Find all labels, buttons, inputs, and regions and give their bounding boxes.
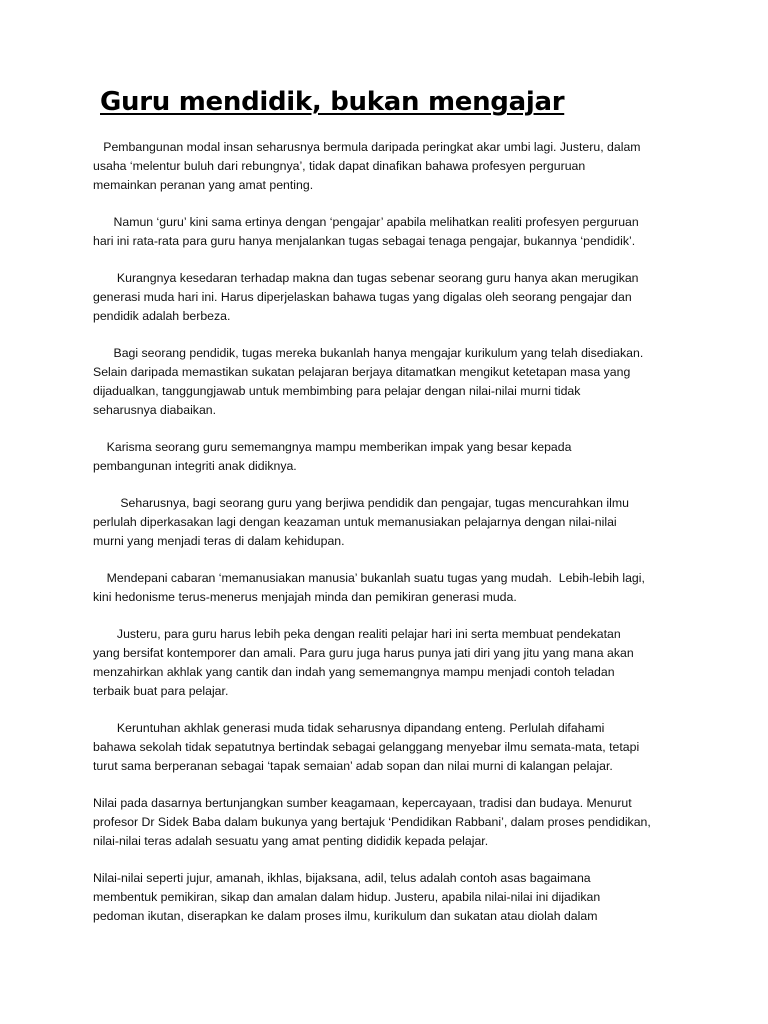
paragraph-line: Selain daripada memastikan sukatan pelajaran berjaya ditamatkan mengikut ketetapan masa yang [93,365,631,379]
paragraph-line: Justeru, para guru harus lebih peka dengan realiti pelajar hari ini serta membuat pendekatan [93,627,621,641]
paragraph-line: Karisma seorang guru sememangnya mampu memberikan impak yang besar kepada [93,440,572,454]
paragraph-line: seharusnya diabaikan. [93,403,217,417]
paragraph-line: Nilai-nilai seperti jujur, amanah, ikhlas, bijaksana, adil, telus adalah contoh asas bagaimana [93,871,591,885]
paragraph-line: turut sama berperanan sebagai ‘tapak semaian’ adab sopan dan nilai murni di kalangan pelajar. [93,759,613,773]
paragraph-line: Namun ‘guru’ kini sama ertinya dengan ‘pengajar’ apabila melihatkan realiti profesyen perguruan [93,215,639,229]
paragraph [93,213,693,251]
paragraph-line: Seharusnya, bagi seorang guru yang berjiwa pendidik dan pengajar, tugas mencurahkan ilmu [93,496,629,510]
paragraph-line: membentuk pemikiran, sikap dan amalan dalam hidup. Justeru, apabila nilai-nilai ini dijadikan [93,890,601,904]
paragraph [93,438,693,476]
paragraph-line: nilai-nilai teras adalah sesuatu yang amat penting dididik kepada pelajar. [93,834,489,848]
paragraph-line: hari ini rata-rata para guru hanya menjalankan tugas sebagai tenaga pengajar, bukannya ‘pendidik’. [93,234,636,248]
paragraph-line: bahawa sekolah tidak sepatutnya bertindak sebagai gelanggang menyebar ilmu semata-mata, tetapi [93,740,640,754]
paragraph-line: pembangunan integriti anak didiknya. [93,459,297,473]
paragraph [93,869,693,926]
paragraph [93,794,693,851]
paragraph-line: murni yang menjadi teras di dalam kehidupan. [93,534,345,548]
paragraph [93,625,693,701]
paragraph-line: Bagi seorang pendidik, tugas mereka bukanlah hanya mengajar kurikulum yang telah disediakan. [93,346,644,360]
paragraph [93,138,693,195]
paragraph-line: kini hedonisme terus-menerus menjajah minda dan pemikiran generasi muda. [93,590,517,604]
paragraph [93,569,693,607]
paragraph [93,344,693,420]
document-body [93,138,693,944]
paragraph-line: dijadualkan, tanggungjawab untuk membimbing para pelajar dengan nilai-nilai murni tidak [93,384,581,398]
paragraph [93,494,693,551]
paragraph-line: terbaik buat para pelajar. [93,684,229,698]
paragraph-line: Keruntuhan akhlak generasi muda tidak seharusnya dipandang enteng. Perlulah difahami [93,721,605,735]
paragraph-line: Mendepani cabaran ‘memanusiakan manusia’ bukanlah suatu tugas yang mudah. Lebih-lebih lagi, [93,571,645,585]
paragraph-line: Pembangunan modal insan seharusnya bermula daripada peringkat akar umbi lagi. Justeru, dalam [93,140,641,154]
paragraph-line: yang bersifat kontemporer dan amali. Para guru juga harus punya jati diri yang jitu yang mana akan [93,646,634,660]
paragraph-line: pendidik adalah berbeza. [93,309,231,323]
paragraph-line: Kurangnya kesedaran terhadap makna dan tugas sebenar seorang guru hanya akan merugikan [93,271,639,285]
paragraph-line: profesor Dr Sidek Baba dalam bukunya yang bertajuk ‘Pendidikan Rabbani’, dalam proses pendidikan, [93,815,651,829]
paragraph-line: generasi muda hari ini. Harus diperjelaskan bahawa tugas yang digalas oleh seorang pengajar dan [93,290,632,304]
paragraph [93,719,693,776]
paragraph-line: menzahirkan akhlak yang cantik dan indah yang sememangnya mampu menjadi contoh teladan [93,665,615,679]
paragraph-line: perlulah diperkasakan lagi dengan keazaman untuk memanusiakan pelajarnya dengan nilai-nilai [93,515,617,529]
paragraph-line: usaha ‘melentur buluh dari rebungnya’, tidak dapat dinafikan bahawa profesyen perguruan [93,159,586,173]
paragraph-line: memainkan peranan yang amat penting. [93,178,314,192]
paragraph-line: Nilai pada dasarnya bertunjangkan sumber keagamaan, kepercayaan, tradisi dan budaya. Menurut [93,796,632,810]
paragraph [93,269,693,326]
document-title: Guru mendidik, bukan mengajar [100,87,565,117]
paragraph-line: pedoman ikutan, diserapkan ke dalam proses ilmu, kurikulum dan sukatan atau diolah dalam [93,909,598,923]
